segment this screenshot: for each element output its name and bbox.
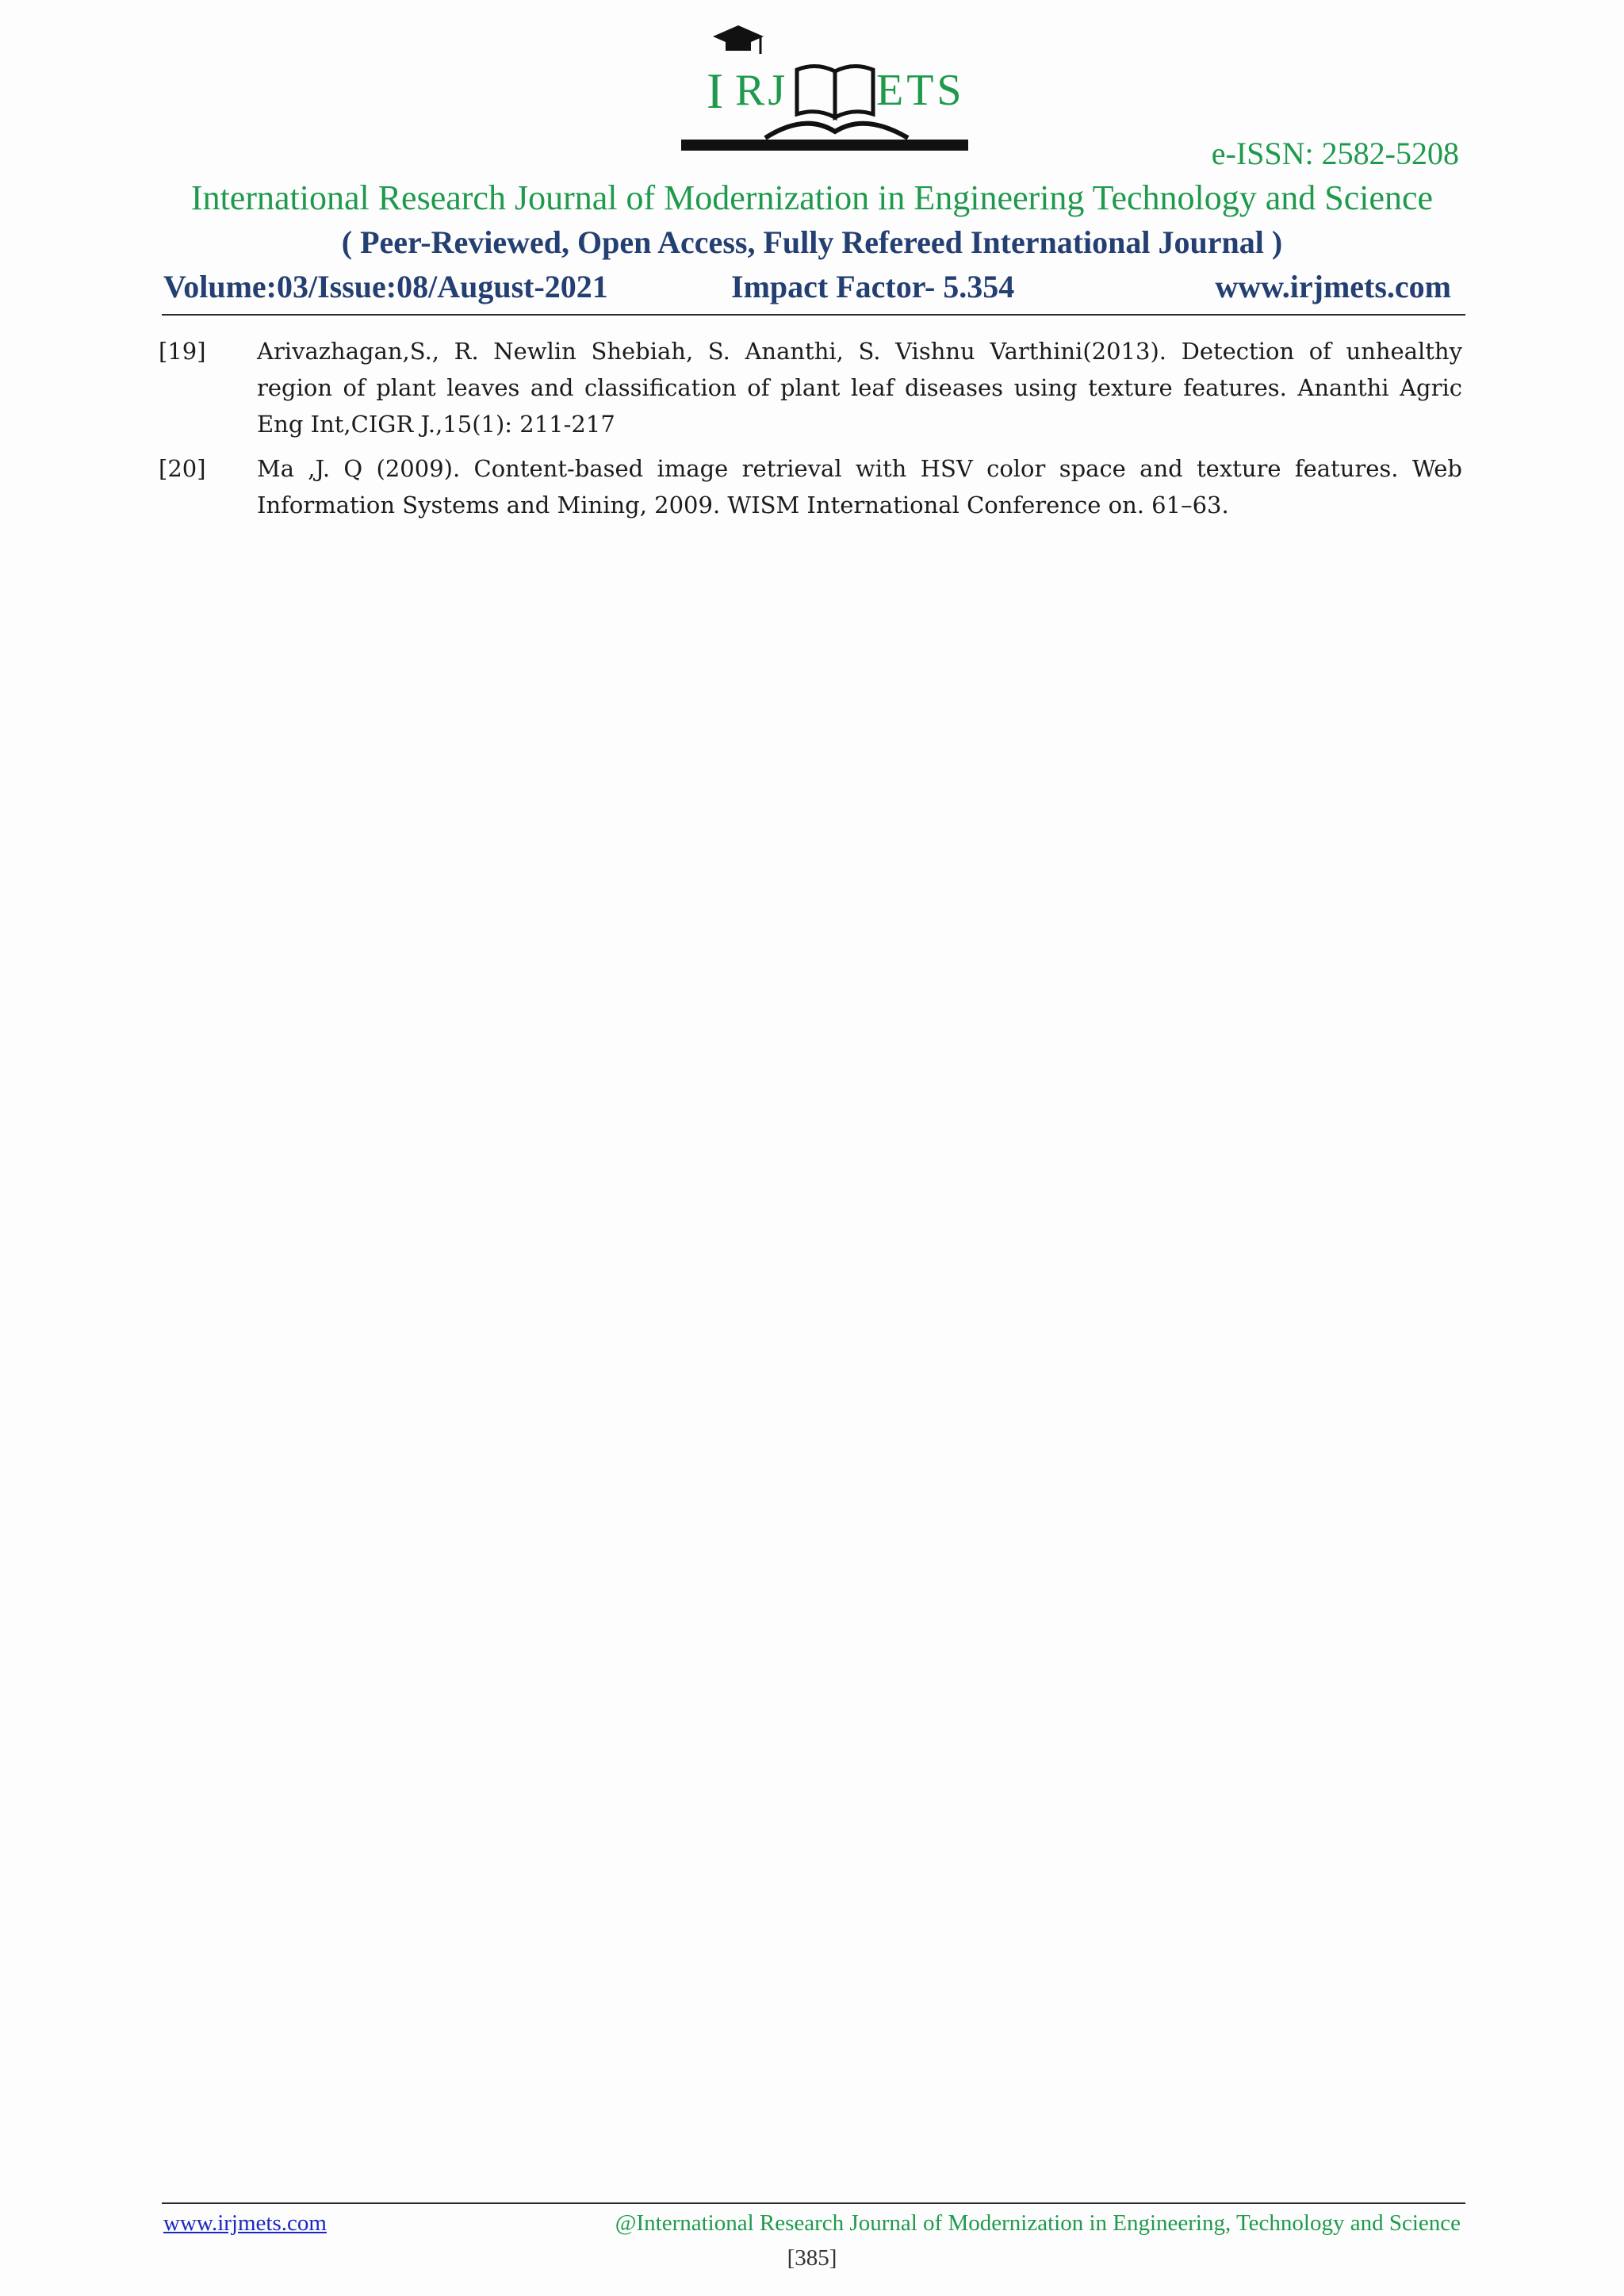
footer-journal-name: @International Research Journal of Modernization in Engineering, Technology and Science <box>615 2210 1461 2236</box>
eissn: e-ISSN: 2582-5208 <box>1211 136 1459 171</box>
reference-item <box>159 333 1462 442</box>
reference-number: [19] <box>159 338 206 365</box>
reference-text: Ma ,J. Q (2009). Content-based image retrieval with HSV color space and texture features. Web Information Systems and Mining, 2009. WISM International Conference on. 61–63. <box>257 455 1462 519</box>
svg-text:RJ: RJ <box>735 66 789 115</box>
impact-factor: Impact Factor- 5.354 <box>731 269 1015 304</box>
footer-divider <box>162 2202 1465 2204</box>
journal-logo <box>678 19 971 162</box>
header-website[interactable]: www.irjmets.com <box>1215 269 1451 304</box>
svg-text:I: I <box>707 63 724 119</box>
svg-text:ETS: ETS <box>876 66 965 115</box>
reference-item <box>159 450 1462 523</box>
reference-number: [20] <box>159 455 206 482</box>
reference-text: Arivazhagan,S., R. Newlin Shebiah, S. Ananthi, S. Vishnu Varthini(2013). Detection of unhealthy region of plant leaves and classification of plant leaf diseases using texture features. Ananthi Agric Eng Int,CIGR J.,15(1): 211-217 <box>257 338 1462 438</box>
journal-title: International Research Journal of Modernization in Engineering Technology and Science <box>190 178 1434 217</box>
header-divider <box>162 314 1465 316</box>
volume-issue: Volume:03/Issue:08/August-2021 <box>163 269 608 304</box>
footer-website-link[interactable]: www.irjmets.com <box>163 2210 327 2236</box>
page-number: [385] <box>787 2245 837 2271</box>
peer-review-line: ( Peer-Reviewed, Open Access, Fully Refereed International Journal ) <box>341 224 1283 260</box>
